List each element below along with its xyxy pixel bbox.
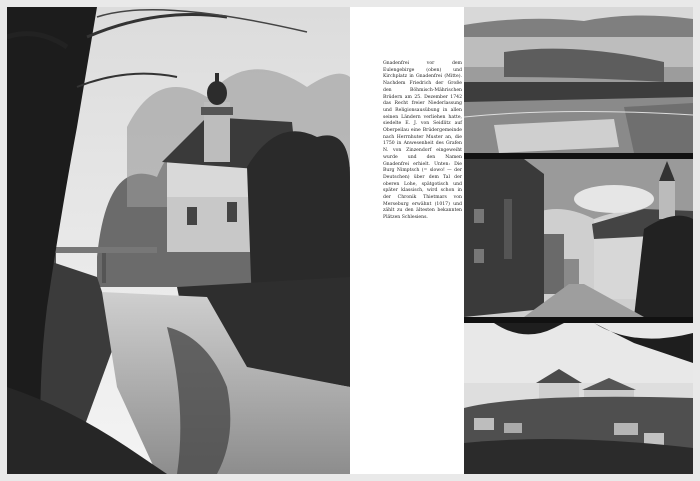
church-river-photo [7,7,350,474]
aerial-town-photo [464,7,693,153]
caption-text: Gnadenfrei vor dem Eulengebirge (oben) und Kirchplatz in Gnadenfrei (Mitte). Nachdem Friedrich der Große den Böhmisch-Mährischen Brüdern am 25. Dezember 1742 das Recht freier Niederlassung und Religionsausübung in allen seinen Ländern verliehen hatte, siedelte E. J. von Seidlitz auf Oberpeilau eine Brüdergemeinde nach Herrnhuter Muster an, die 1750 in Anwesenheit des Grafen N. von Zinzendorf eingeweiht wurde und den Namen Gnadenfrei erhielt. Unten: Die Burg Nimptsch (= slowo! — der Deutschen) über dem Tal der oberen Lohe, spätgotisch und später klassisch, wird schon in der Chronik Thietmars von Merseburg erwähnt (1017) und zählt zu den ältesten bekannten Plätzen Schlesiens. [383,61,462,221]
castle-nimptsch-photo [464,323,693,474]
church-square-photo [464,159,693,317]
book-spread [7,7,693,474]
caption-column [350,7,464,474]
